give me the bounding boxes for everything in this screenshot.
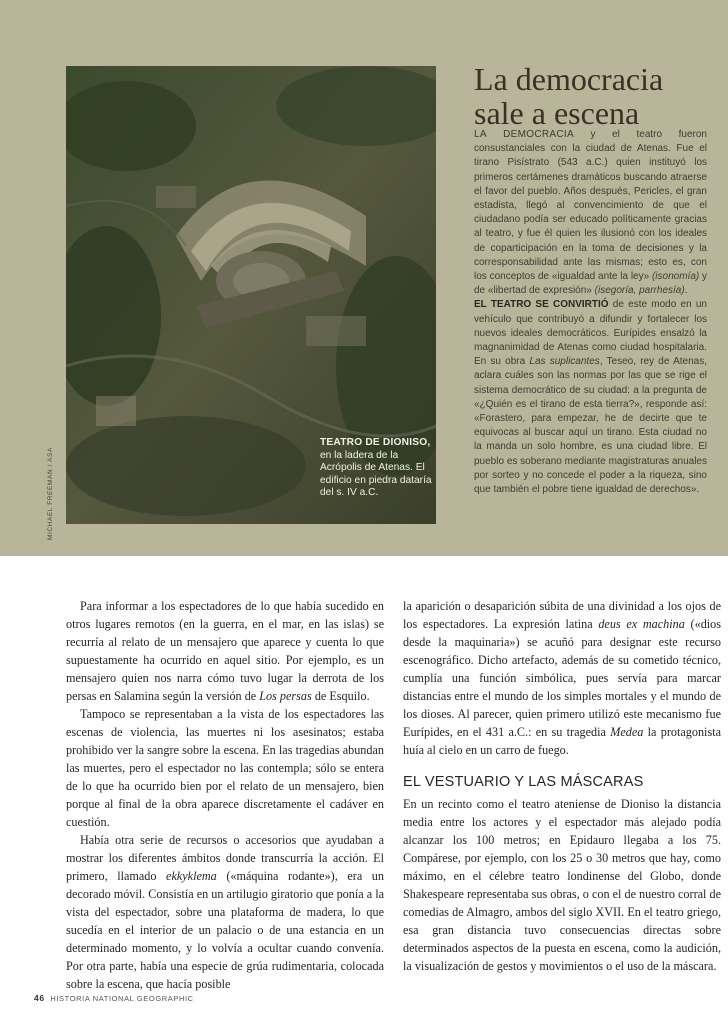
sidebar-paragraph-2	[474, 298, 707, 497]
body-paragraph: Tampoco se representaban a la vista de los espectadores las escenas de violencia, las muertes ni los asesinatos; estaba prohibido ver la sangre sobre la escena. En las tragedias abundan las muertes, pero el espectador no las contempla; sólo se entera de lo que ha ocurrido bien por el relato de un mensajero, bien porque al final de la obra aparece discretamente el cadáver en cuestión.	[66, 707, 384, 829]
caption-body: en la ladera de la Acrópolis de Atenas. El edificio en piedra dataría del s. IV a.C.	[320, 449, 432, 499]
body-text: («dios desde la maquinaria») se acuñó para designar este recurso escenográfico. Dicho artefacto, además de su cometido técnico, cumplía una función simbólica, pues servía para marcar distancias entre el mundo de los simples mortales y el mundo de los dioses. Al parecer, quien primero utilizó este mecanismo fue Eurípides, en el 431 a.C.: en su tragedia	[403, 617, 722, 739]
sidebar-italic: (isonomía)	[651, 271, 700, 283]
body-italic: Los persas	[259, 689, 312, 703]
sidebar-text-span: , Teseo, rey de Atenas, aclara cuáles son las normas por las que se rige el sistema democrático de su ciudad: a la pregunta de «¿Quién es el tirano de esta tierra?», responde así: «Forastero, para empezar, he de decirte que te equivocas al buscar aquí un tirano. Esta ciudad no la manda un solo hombre, es una ciudad libre. El pueblo es soberano mediante magistraturas anuales por sorteo y no concede el poder a la riqueza, sino que también el pobre tiene igualdad de derechos».	[474, 356, 707, 496]
sidebar-text-span: .	[684, 285, 688, 297]
title-line-2: sale a escena	[474, 95, 640, 131]
sidebar-text-span: de este modo en un vehículo que contribuyó a difundir y fortalecer los nuevos ideales democráticos. Eurípides ensalzó la magnanimidad de Atenas como ciudad hospitalaria. En su obra	[474, 299, 707, 368]
body-paragraph	[403, 597, 721, 759]
sidebar-text	[474, 128, 707, 497]
page-footer	[34, 993, 194, 1003]
body-text: la protagonista huía al cielo en un carro de fuego.	[403, 725, 721, 757]
body-italic: Medea	[610, 725, 644, 739]
caption-title: TEATRO DE DIONISO,	[320, 437, 431, 448]
body-text: la aparición o desaparición súbita de una divinidad a los ojos de los espectadores. La expresión latina	[403, 599, 721, 631]
body-italic: deus ex machina	[598, 617, 685, 631]
sidebar-lead: LA DEMOCRACIA	[474, 129, 574, 140]
body-text: Había otra serie de recursos o accesorios que ayudaban a mostrar los diferentes ámbitos donde transcurría la acción. El primero, llamado	[66, 833, 384, 883]
title-line-1: La democracia	[474, 61, 664, 97]
photo-credit: MICHAEL FREEMAN / ASA	[47, 447, 54, 540]
body-paragraph	[66, 597, 384, 705]
body-italic: ekkyklema	[166, 869, 217, 883]
photo-caption	[320, 437, 435, 500]
sidebar-italic: (isegoría, parrhesía)	[594, 285, 685, 297]
sidebar-text-span: y el teatro fueron consustanciales con la ciudad de Atenas. Fue el tirano Pisístrato (543 a.C.) quien instituyó los primeros certámenes dramáticos buscando atraerse el favor del pueblo. Años después, Pericles, el gran estadista, llegó al convencimiento de que el ciudadano podía ser educado políticamente gracias al teatro, y fue él quien les ilusionó con los ideales de coparticipación en la toma de decisiones y la corresponsabilidad ante las mismas; esto es, con los conceptos de «igualdad ante la ley»	[474, 129, 707, 283]
sidebar-lead-bold: EL TEATRO SE CONVIRTIÓ	[474, 299, 609, 311]
sidebar-paragraph-1	[474, 128, 707, 298]
body-text: («máquina rodante»), era un decorado móvil. Consistía en un artilugio giratorio que ponía a la vista del espectador, sobre una plataforma de madera, lo que sucedía en el interior de un palacio o de una estancia en un determinado momento, y lo volvía a ocultar cuando convenía. Por otra parte, había una especie de grúa rudimentaria, colocada sobre la escena, que hacía posible	[66, 869, 384, 991]
body-paragraph	[66, 831, 384, 993]
body-text: de Esquilo.	[311, 689, 370, 703]
sidebar-italic: Las suplicantes	[529, 356, 600, 368]
section-subheading: EL VESTUARIO Y LAS MÁSCARAS	[403, 774, 644, 790]
body-paragraph: En un recinto como el teatro ateniense de Dioniso la distancia media entre los actores y el espectador más alejado podía alcanzar los 100 metros; en Epidauro llegaba a los 75. Compárese, por ejemplo, con los 25 o 30 metros que hay, como máximo, en el célebre teatro londinense del Globo, donde Shakespeare representaba sus obras, o con el de nuestro corral de comedias de Almagro, ambos del siglo XVII. En el teatro griego, esa gran distancia tuvo consecuencias directas sobre determinados aspectos de la puesta en escena, como la audición, la visualización de gestos y movimientos o el uso de la máscara.	[403, 797, 721, 973]
body-column-left	[66, 597, 384, 993]
page-number: 46	[34, 993, 45, 1003]
sidebar-title	[474, 62, 694, 130]
body-text: Para informar a los espectadores de lo que había sucedido en otros lugares remotos (en la guerra, en el mar, en las islas) se recurría al relato de un mensajero que aparece y cuenta lo que supuestamente ha ocurrido en aquel sitio. Por ejemplo, es un mensajero quien nos narra cómo tuvo lugar la derrota de los persas en Salamina según la versión de	[66, 599, 384, 703]
sidebar-text-span: y de «libertad de expresión»	[474, 271, 708, 297]
body-column-right	[403, 597, 721, 975]
publication-name: HISTORIA NATIONAL GEOGRAPHIC	[50, 994, 194, 1003]
